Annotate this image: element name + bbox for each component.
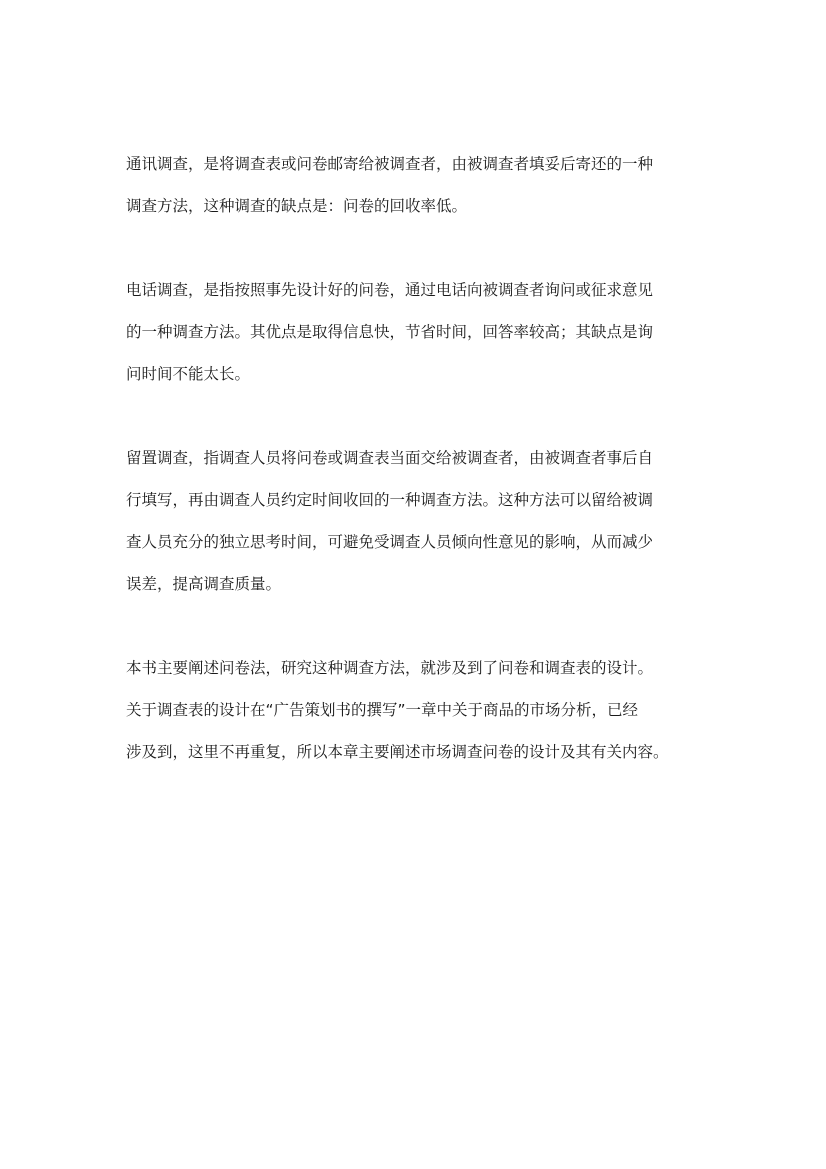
text-line: 调查方法，这种调查的缺点是：问卷的回收率低。 — [126, 197, 468, 215]
paragraph-mail-survey — [126, 150, 726, 234]
paragraph-drop-off-survey — [126, 444, 726, 612]
text-line: 行填写，再由调查人员约定时间收回的一种调查方法。这种方法可以留给被调 — [126, 491, 654, 509]
text-line: 问时间不能太长。 — [126, 365, 251, 383]
text-line: 电话调查，是指按照事先设计好的问卷，通过电话向被调查者询问或征求意见 — [126, 281, 654, 299]
paragraph-phone-survey — [126, 276, 726, 402]
paragraph-spacer — [126, 402, 726, 444]
text-line: 关于调查表的设计在“广告策划书的撰写”一章中关于商品的市场分析，已经 — [126, 701, 639, 719]
text-line: 本书主要阐述问卷法，研究这种调查方法，就涉及到了问卷和调查表的设计。 — [126, 659, 654, 677]
paragraph-chapter-scope — [126, 654, 726, 780]
paragraph-spacer — [126, 234, 726, 276]
text-line: 查人员充分的独立思考时间，可避免受调查人员倾向性意见的影响，从而减少 — [126, 533, 654, 551]
text-line: 的一种调查方法。其优点是取得信息快，节省时间，回答率较高；其缺点是询 — [126, 323, 654, 341]
document-body — [126, 150, 726, 780]
text-line: 涉及到，这里不再重复，所以本章主要阐述市场调查问卷的设计及其有关内容。 — [126, 743, 669, 761]
text-line: 误差，提高调查质量。 — [126, 575, 282, 593]
text-line: 通讯调查，是将调查表或问卷邮寄给被调查者，由被调查者填妥后寄还的一种 — [126, 155, 654, 173]
text-line: 留置调查，指调查人员将问卷或调查表当面交给被调查者，由被调查者事后自 — [126, 449, 654, 467]
paragraph-spacer — [126, 612, 726, 654]
